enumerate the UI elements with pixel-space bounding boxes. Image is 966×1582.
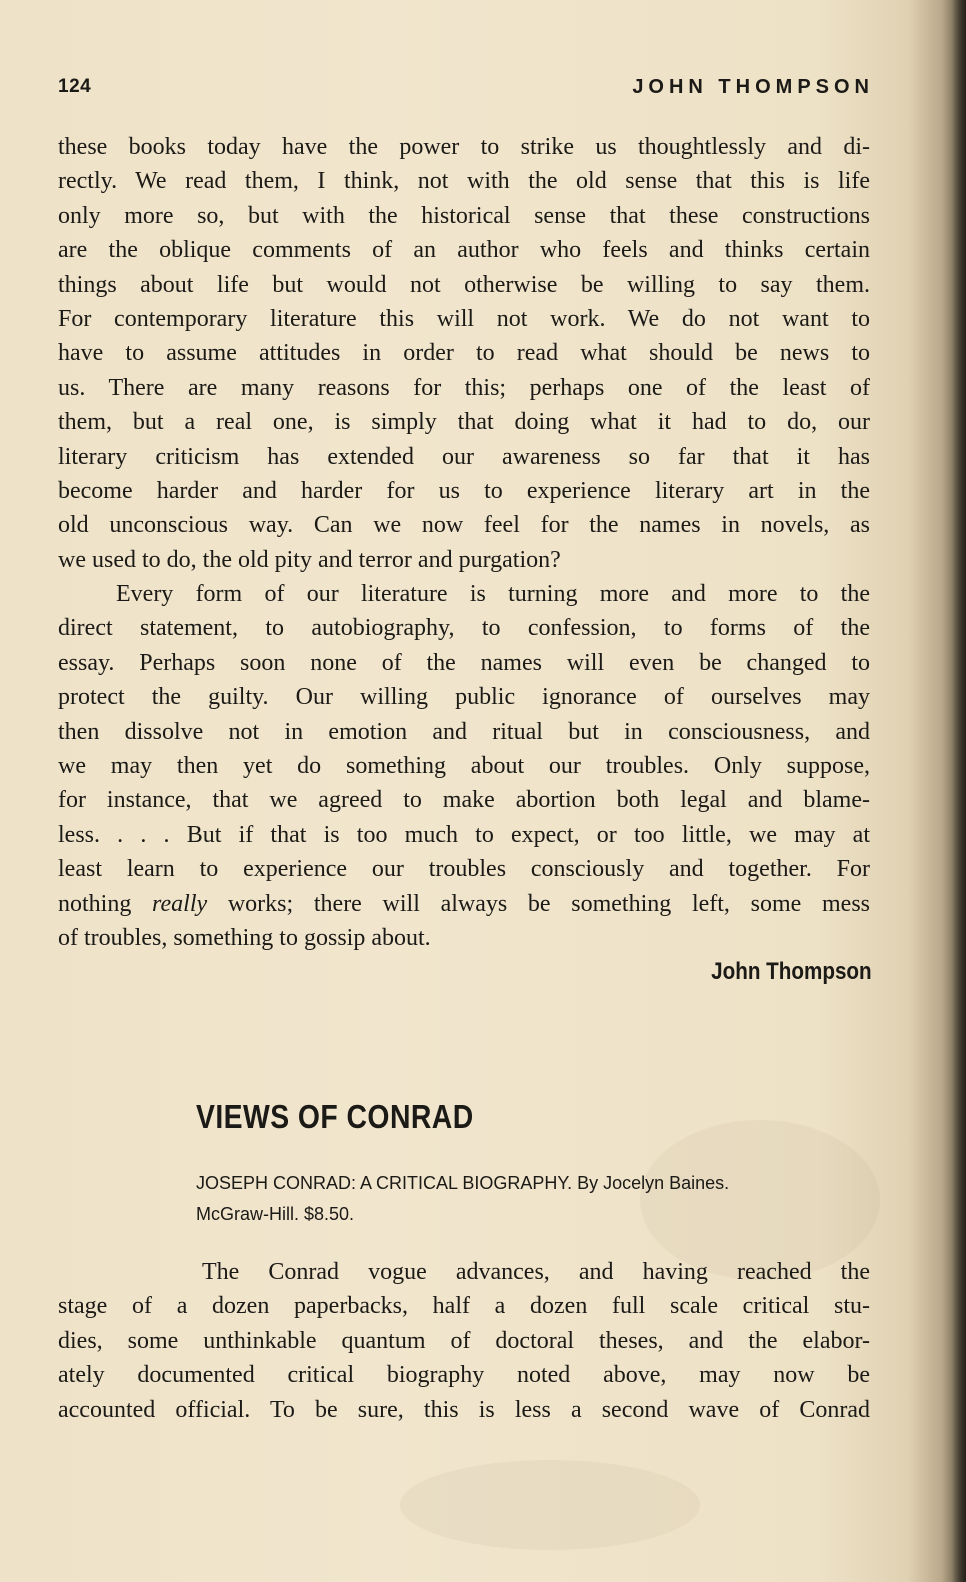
essay-line: them, but a real one, is simply that doing what it had to do, our	[58, 409, 870, 436]
essay-line: we used to do, the old pity and terror and purgation?	[58, 546, 561, 573]
paper-stain	[400, 1460, 700, 1550]
review-line: stage of a dozen paperbacks, half a dozen full scale critical stu-	[58, 1293, 870, 1320]
essay-line: For contemporary literature this will not work. We do not want to	[58, 305, 870, 332]
essay-line: are the oblique comments of an author who feels and thinks certain	[58, 237, 870, 264]
essay-line: then dissolve not in emotion and ritual but in consciousness, and	[58, 718, 870, 745]
review-line: ately documented critical biography noted above, may now be	[58, 1362, 870, 1389]
review-line: The Conrad vogue advances, and having reached the	[202, 1259, 870, 1285]
essay-line: have to assume attitudes in order to read what should be news to	[58, 340, 870, 367]
essay-text: works; there will always be something left, some mess	[207, 890, 870, 917]
essay-line: protect the guilty. Our willing public ignorance of ourselves may	[58, 684, 870, 711]
essay-line: less. . . . But if that is too much to expect, or too little, we may at	[58, 821, 870, 848]
essay-line: for instance, that we agreed to make abortion both legal and blame-	[58, 787, 870, 814]
review-line: accounted official. To be sure, this is less a second wave of Conrad	[58, 1396, 870, 1423]
section-heading: VIEWS OF CONRAD	[196, 1098, 474, 1135]
essay-line: us. There are many reasons for this; perhaps one of the least of	[58, 374, 870, 401]
essay-line: only more so, but with the historical sense that these constructions	[58, 202, 870, 229]
essay-line: literary criticism has extended our awareness so far that it has	[58, 443, 870, 470]
essay-line: direct statement, to autobiography, to confession, to forms of the	[58, 615, 870, 642]
review-body	[58, 1255, 870, 1427]
essay-line	[58, 887, 870, 921]
author-signature: John Thompson	[711, 958, 872, 985]
essay-line: least learn to experience our troubles consciously and together. For	[58, 856, 870, 883]
running-title: JOHN THOMPSON	[632, 76, 874, 98]
essay-line: of troubles, something to gossip about.	[58, 924, 431, 951]
essay-line: become harder and harder for us to experience literary art in the	[58, 477, 870, 504]
essay-body	[58, 130, 870, 955]
essay-line: essay. Perhaps soon none of the names will even be changed to	[58, 649, 870, 676]
italic-emphasis: really	[152, 890, 208, 917]
essay-line: old unconscious way. Can we now feel for the names in novels, as	[58, 512, 870, 539]
page-number: 124	[58, 76, 92, 97]
essay-line: rectly. We read them, I think, not with the old sense that this is life	[58, 168, 870, 195]
review-line: dies, some unthinkable quantum of doctoral theses, and the elabor-	[58, 1327, 870, 1354]
running-head	[58, 76, 874, 106]
book-citation	[196, 1168, 872, 1230]
citation-line: JOSEPH CONRAD: A CRITICAL BIOGRAPHY. By Jocelyn Baines.	[196, 1173, 730, 1193]
essay-line: things about life but would not otherwise be willing to say them.	[58, 271, 870, 298]
essay-line: Every form of our literature is turning more and more to the	[116, 581, 870, 608]
essay-line: these books today have the power to strike us thoughtlessly and di-	[58, 134, 870, 160]
essay-line: we may then yet do something about our troubles. Only suppose,	[58, 753, 870, 780]
citation-line: McGraw-Hill. $8.50.	[196, 1204, 355, 1224]
essay-text: nothing	[58, 890, 153, 917]
